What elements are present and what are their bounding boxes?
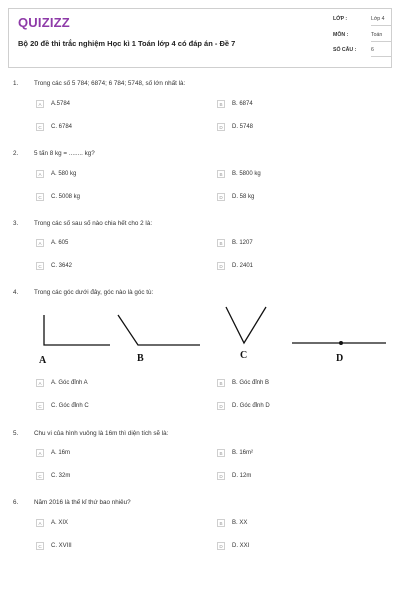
angle-d-vertex [339, 341, 343, 345]
option-text: A.5784 [51, 101, 71, 107]
meta-count-value: 6 [371, 47, 374, 53]
angle-b-label: B [137, 353, 144, 364]
meta-divider [371, 25, 391, 26]
option-text: D. 5748 [232, 124, 254, 130]
option-text: C. XVIII [51, 543, 72, 549]
option-letter-box: A [36, 170, 44, 178]
quizizz-logo: QUIZIZZ [18, 15, 70, 30]
option-text: B. 16m² [232, 450, 254, 456]
option-letter-box: D [217, 542, 225, 550]
worksheet-header [8, 8, 392, 68]
question-number: 1. [13, 80, 19, 87]
option-text: A. 605 [51, 240, 69, 246]
option-text: C. Góc đỉnh C [51, 403, 89, 409]
question-number: 6. [13, 499, 19, 506]
angle-b-shape [118, 315, 200, 345]
option-text: B. Góc đỉnh B [232, 380, 270, 386]
angle-c-shape [226, 307, 266, 343]
option-text: A. 580 kg [51, 171, 77, 177]
meta-subject-value: Toán [371, 32, 383, 38]
angle-a-shape [44, 315, 110, 345]
meta-subject-row [333, 32, 393, 44]
option-letter-box: D [217, 123, 225, 131]
meta-class-label: LỚP : [333, 16, 348, 22]
option-letter-box: D [217, 193, 225, 201]
option-letter-box: B [217, 170, 225, 178]
option-text: D. Góc đỉnh D [232, 403, 270, 409]
option-text: D. 12m [232, 473, 252, 479]
option-text: D. 2401 [232, 263, 254, 269]
question-text: 5 tấn 8 kg = ........ kg? [34, 150, 95, 157]
option-letter-box: A [36, 519, 44, 527]
option-letter-box: C [36, 402, 44, 410]
question-text: Trong các số sau số nào chia hết cho 2 là: [34, 220, 153, 227]
option-letter-box: C [36, 193, 44, 201]
option-text: C. 3642 [51, 263, 73, 269]
angle-c-label: C [240, 350, 248, 361]
option-letter-box: A [36, 100, 44, 108]
option-text: A. 16m [51, 450, 71, 456]
option-letter-box: C [36, 542, 44, 550]
option-letter-box: A [36, 379, 44, 387]
option-letter-box: A [36, 449, 44, 457]
question-text: Chu vi của hình vuông là 16m thì diện tích sẽ là: [34, 430, 169, 437]
meta-count-label: SỐ CÂU : [333, 47, 357, 53]
angles-figure [30, 305, 390, 367]
option-letter-box: C [36, 472, 44, 480]
option-letter-box: B [217, 379, 225, 387]
question-number: 3. [13, 220, 19, 227]
option-text: C. 6784 [51, 124, 73, 130]
angle-d-label: D [336, 353, 344, 364]
meta-count-row [333, 47, 393, 59]
question-text: Năm 2016 là thế kỉ thứ bao nhiêu? [34, 499, 131, 506]
option-letter-box: A [36, 239, 44, 247]
option-letter-box: B [217, 519, 225, 527]
question-text: Trong các số 5 784; 6874; 6 784; 5748, số lớn nhất là: [34, 80, 186, 87]
meta-subject-label: MÔN : [333, 32, 349, 38]
option-letter-box: B [217, 239, 225, 247]
question-text: Trong các góc dưới đây, góc nào là góc tù: [34, 289, 154, 296]
option-letter-box: C [36, 123, 44, 131]
meta-class-row [333, 16, 393, 28]
question-number: 4. [13, 289, 19, 296]
question-number: 2. [13, 150, 19, 157]
option-text: C. 32m [51, 473, 71, 479]
option-letter-box: B [217, 100, 225, 108]
meta-divider [371, 41, 391, 42]
option-text: B. 6874 [232, 101, 253, 107]
option-text: D. 58 kg [232, 194, 255, 200]
worksheet-title: Bộ 20 đề thi trắc nghiệm Học kì 1 Toán lớp 4 có đáp án - Đề 7 [18, 39, 236, 48]
question-number: 5. [13, 430, 19, 437]
angle-a-label: A [39, 355, 47, 366]
option-text: B. 5800 kg [232, 171, 261, 177]
meta-divider [371, 56, 391, 57]
option-text: A. Góc đỉnh A [51, 380, 88, 386]
option-letter-box: B [217, 449, 225, 457]
option-letter-box: C [36, 262, 44, 270]
option-letter-box: D [217, 262, 225, 270]
option-text: D. XXI [232, 543, 250, 549]
option-letter-box: D [217, 472, 225, 480]
option-text: B. 1207 [232, 240, 253, 246]
option-text: A. XIX [51, 520, 69, 526]
meta-class-value: Lớp 4 [371, 16, 385, 22]
option-text: B. XX [232, 520, 248, 526]
option-letter-box: D [217, 402, 225, 410]
option-text: C. 5008 kg [51, 194, 81, 200]
